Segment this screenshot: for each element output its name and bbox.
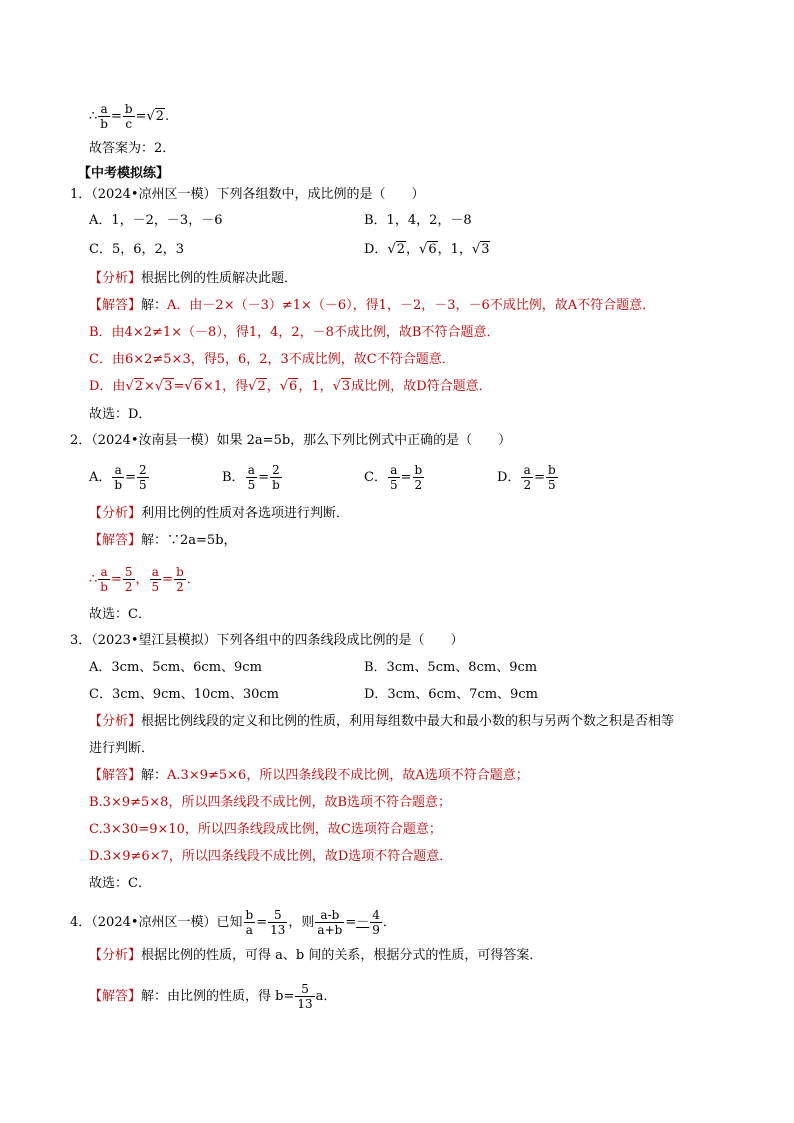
sqrt-2-ans2: √2 xyxy=(248,379,266,394)
q4-answer: 【解答】解：由比例的性质，得 b= $\frac{5}{13}$ a． xyxy=(89,982,337,1011)
top-answer: 故答案为：2． xyxy=(89,141,176,156)
q2-option-d: D． $\frac{a}{2}$ = $\frac{b}{5}$ xyxy=(497,463,556,492)
q3-choice: 故选：C． xyxy=(89,876,151,891)
q4-analysis: 【分析】根据比例的性质，可得 a、b 间的关系，根据分式的性质，可得答案． xyxy=(89,948,543,963)
q1-answer-d: D．由√2×√3=√6×1，得√2，√6，1，√3成比例，故D符合题意． xyxy=(89,379,492,394)
q2-option-b: B． $\frac{a}{5}$ = $\frac{2}{b}$ xyxy=(222,463,280,492)
q1-analysis: 【分析】根据比例的性质解决此题． xyxy=(89,271,298,286)
sqrt-3-d: √3 xyxy=(471,242,490,257)
q1-choice: 故选：D． xyxy=(89,407,152,422)
q3-answer-a: 【解答】解：A.3×9≠5×6，所以四条线段不成比例，故A选项不符合题意； xyxy=(89,768,529,783)
q2-choice: 故选：C． xyxy=(89,607,151,622)
q3-answer-b: B.3×9≠5×8，所以四条线段不成比例，故B选项不符合题意； xyxy=(89,795,452,810)
q2-option-a: A． $\frac{a}{b}$ = $\frac{2}{5}$ xyxy=(89,463,147,492)
q3-answer-d: D.3×9≠6×7，所以四条线段不成比例，故D选项不符合题意． xyxy=(89,849,453,864)
q1-option-b: B．1，4，2，－8 xyxy=(364,213,472,228)
sqrt-6-ans: √6 xyxy=(184,379,202,394)
q3-analysis: 【分析】根据比例线段的定义和比例的性质，利用每组数中最大和最小数的积与另两个数之积是否相等 xyxy=(89,714,675,729)
q2-option-c: C． $\frac{a}{5}$ = $\frac{b}{2}$ xyxy=(364,463,423,492)
q1-option-a: A．1，－2，－3，－6 xyxy=(89,213,223,228)
q1-answer-c: C．由6×2≠5×3，得5，6，2，3不成比例，故C不符合题意． xyxy=(89,352,455,367)
sqrt-2-ans: √2 xyxy=(125,379,144,394)
q3-option-a: A．3cm、5cm、6cm、9cm xyxy=(89,660,262,675)
q1-stem: 1．（2024•凉州区一模）下列各组数中，成比例的是（ ） xyxy=(70,187,425,202)
sqrt-2: √2 xyxy=(146,109,165,124)
q3-option-d: D．3cm、6cm、7cm、9cm xyxy=(364,687,538,702)
q2-stem: 2．（2024•汝南县一模）如果 2a=5b，那么下列比例式中正确的是（ ） xyxy=(70,433,512,448)
q2-answer-therefore: ∴ $\frac{a}{b}$ = $\frac{5}{2}$ ， $\frac{a}{5}$ = $\frac{b}{2}$ ． xyxy=(89,565,200,594)
sqrt-6-ans2: √6 xyxy=(279,379,298,394)
frac-a-over-b: $\frac{a}{b}$ xyxy=(100,102,108,131)
sqrt-3-ans: √3 xyxy=(154,379,173,394)
q4-answer-blank: － $\frac{4}{9}$ xyxy=(356,908,380,937)
q1-answer-a: 【解答】解：A．由－2×（－3）≠1×（－6），得1，－2，－3，－6不成比例，故A不符合题意． xyxy=(89,298,656,313)
therefore-line: ∴ $\frac{a}{b}$ = $\frac{b}{c}$ =√2. xyxy=(89,102,170,131)
frac-b-over-c: $\frac{b}{c}$ xyxy=(124,102,133,131)
q1-option-c: C．5，6，2，3 xyxy=(89,242,185,257)
q3-stem: 3．（2023•望江县模拟）下列各组中的四条线段成比例的是（ ） xyxy=(70,633,464,648)
section-title: 【中考模拟练】 xyxy=(78,166,170,181)
sqrt-2-d: √2 xyxy=(387,242,406,257)
therefore-sym: ∴ xyxy=(89,109,98,124)
sqrt-3-ans2: √3 xyxy=(332,379,351,394)
q2-answer: 【解答】解：∵2a=5b， xyxy=(89,533,237,548)
sqrt-6-d: √6 xyxy=(419,242,437,257)
q3-option-c: C．3cm、9cm、10cm、30cm xyxy=(89,687,280,702)
q1-answer-b: B．由4×2≠1×（－8），得1，4，2，－8不成比例，故B不符合题意． xyxy=(89,325,500,340)
q3-answer-c: C.3×30=9×10，所以四条线段成比例，故C选项符合题意； xyxy=(89,822,442,837)
q3-analysis-2: 进行判断． xyxy=(89,741,155,756)
q3-option-b: B．3cm、5cm、8cm、9cm xyxy=(364,660,538,675)
q2-analysis: 【分析】利用比例的性质对各选项进行判断． xyxy=(89,506,350,521)
q4-stem: 4．（2024•凉州区一模）已知 $\frac{b}{a}$ = $\frac{5}{13}$ ，则 $\frac{a-b}{a+b}$ =－ $\frac{4}{9}$ ． xyxy=(70,908,396,937)
q1-option-d: D．√2，√6，1，√3 xyxy=(364,242,490,257)
